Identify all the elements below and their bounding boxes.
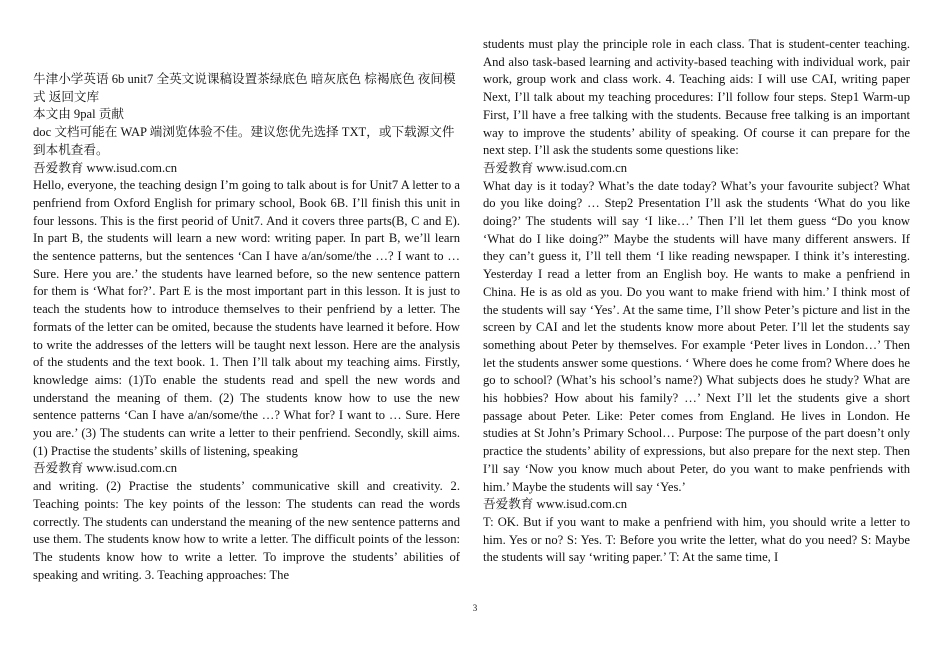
body-paragraph: and writing. (2) Practise the students’ communicative skill and creativity. 2. Teaching points: The key points of the lesson: The students can read the words correctly. The students can understand the meaning of the new sentence patterns and use them. The students know how to write a letter. The difficult points of the lesson: The students know how to write a letter. To improve the students’ abilities of speaking and writing. 3. Teaching approaches: The <box>33 479 460 582</box>
source-line: 吾爱教育 www.isud.com.cn <box>483 497 627 512</box>
body-paragraph: T: OK. But if you want to make a penfriend with him, you should write a letter to him. Yes or no? S: Yes. T: Before you write the letter, what do you need? S: Maybe the students will say ‘writing paper.’ T: At the same time, I <box>483 514 910 565</box>
right-column <box>483 36 910 567</box>
document-title: 牛津小学英语 6b unit7 全英文说课稿设置茶绿底色 暗灰底色 棕褐底色 夜间模式 返回文库 <box>33 72 456 104</box>
source-line: 吾爱教育 www.isud.com.cn <box>33 461 177 476</box>
left-column <box>33 71 460 584</box>
contributor-line: 本文由 9pal 贡献 <box>33 107 124 122</box>
body-paragraph: students must play the principle role in each class. That is student-center teaching. And also task-based learning and activity-based teaching with individual work, pair work, group work and class work. 4. Teaching aids: I will use CAI, writing paper Next, I’ll talk about my teaching procedures: I’ll follow four steps. Step1 Warm-up First, I’ll have a free talking with the students. Because free talking is an important way to improve the students’ ability of speaking. Of course it can prepare for the next step. I’ll ask the students some questions like: <box>483 37 910 158</box>
page-number: 3 <box>472 603 478 613</box>
source-line: 吾爱教育 www.isud.com.cn <box>483 160 627 175</box>
body-paragraph: What day is it today? What’s the date today? What’s your favourite subject? What do you like doing? … Step2 Presentation I’ll ask the students ‘What do you like doing?’ The students will say ‘I like…’ Then I’ll let them guess “Do you know ‘What do I like doing?” Maybe the students will have many different answers. If they can’t guess it, I’ll tell them ‘I like reading newspaper. I think it’s interesting. Yesterday I read a letter from an English boy. He wants to make a penfriend in China. He is as old as you. Do you want to make friend with him.’ I think most of the students will say ‘Yes’. At the same time, I’ll show Peter’s picture and list in the screen by CAI and let the students know more about Peter. I’ll let the students say something about Peter by themselves. For example ‘Peter lives in London…’ Then let the students answer some questions. ‘ Where does he come from? Where does he go to school? (What’s his school’s name?) What subjects does he study? What are his hobbies? How about his family? …’ Next I’ll let the students give a short passage about Peter. Like: Peter comes from England. He lives in London. He studies at St John’s Primary School… Purpose: The purpose of the part doesn’t only practice the students’ ability of expressions, but also prepare for the next step. Then I’ll say ‘Now you know much about Peter, do you want to make penfriends with him.’ Maybe the students will say ‘Yes.’ <box>483 178 910 494</box>
source-line: 吾爱教育 www.isud.com.cn <box>33 160 177 175</box>
body-paragraph: Hello, everyone, the teaching design I’m going to talk about is for Unit7 A letter to a penfriend from Oxford English for primary school, Book 6B. I’ll finish this unit in four lessons. This is the first peorid of Unit7. And it covers three parts(B, C and E). In part B, the students will learn a new word: writing paper. In part B, we’ll learn the sentence patterns, but the sentences ‘Can I have a/an/some/the …? I want to … Sure. Here you are.’ the students have learned before, so the new sentence pattern for them is ‘What for?’. Part E is the most important part in this lesson. It is just to teach the students how to introduce themselves to their penfriend by a letter. The formats of the letter can be omited, because the students have learned it before. How to write the addresses of the letters will be taught next lesson. Here are the analysis of the students and the text book. 1. Then I’ll talk about my teaching aims. Firstly, knowledge aims: (1)To enable the students read and spell the new words and understand the meaning of them. (2) The students know how to use the new sentence patterns ‘Can I have a/an/some/the …? What for? I want to … Sure. Here you are.’ (3) The students can write a letter to their penfriend. Secondly, skill aims. (1) Practise the students’ skills of listening, speaking <box>33 178 460 458</box>
format-notice: doc 文档可能在 WAP 端浏览体验不佳。建议您优先选择 TXT，或下载源文件到本机查看。 <box>33 125 455 157</box>
